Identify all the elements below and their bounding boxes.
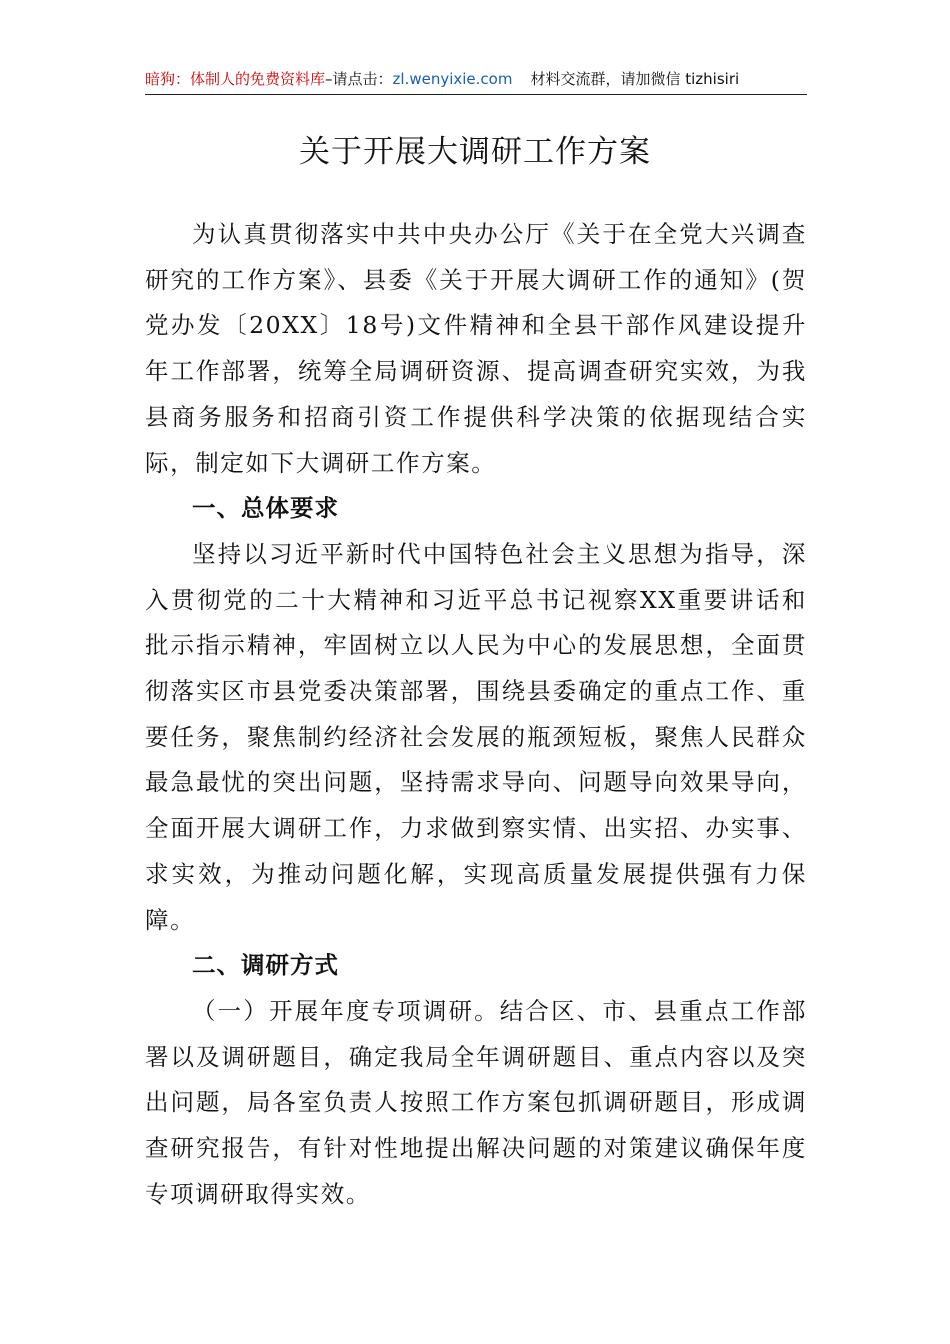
document-title: 关于开展大调研工作方案: [299, 134, 651, 170]
header-click-text: –请点击：: [325, 70, 393, 88]
section-body-2: （一）开展年度专项调研。结合区、市、县重点工作部署以及调研题目，确定我局全年调研题目、重点内容以及突出问题，局各室负责人按照工作方案包抓调研题目，形成调查研究报告，有针对性地提出解决问题的对策建议确保年度专项调研取得实效。: [145, 996, 807, 1208]
document-body: [145, 212, 807, 1217]
header-wechat: 材料交流群，请加微信 tizhisiri: [530, 70, 740, 88]
section-heading-2: 二、调研方式: [192, 951, 339, 980]
section-body-1: 坚持以习近平新时代中国特色社会主义思想为指导，深入贯彻党的二十大精神和习近平总书记视察XX重要讲话和批示指示精神，牢固树立以人民为中心的发展思想，全面贯彻落实区市县党委决策部署，围绕县委确定的重点工作、重要任务，聚焦制约经济社会发展的瓶颈短板，聚焦人民群众最急最忧的突出问题，坚持需求导向、问题导向效果导向，全面开展大调研工作，力求做到察实情、出实招、办实事、求实效，为推动问题化解，实现高质量发展提供强有力保障。: [145, 539, 807, 934]
header-link[interactable]: zl.wenyixie.com: [392, 70, 513, 88]
page-header: [145, 66, 807, 95]
intro-paragraph: 为认真贯彻落实中共中央办公厅《关于在全党大兴调查研究的工作方案》、县委《关于开展大调研工作的通知》(贺党办发〔20XX〕18号)文件精神和全县干部作风建设提升年工作部署，统筹全局调研资源、提高调查研究实效，为我县商务服务和招商引资工作提供科学决策的依据现结合实际，制定如下大调研工作方案。: [145, 220, 807, 477]
header-brand: 暗狗：体制人的免费资料库: [145, 70, 326, 88]
section-heading-1: 一、总体要求: [192, 494, 339, 523]
